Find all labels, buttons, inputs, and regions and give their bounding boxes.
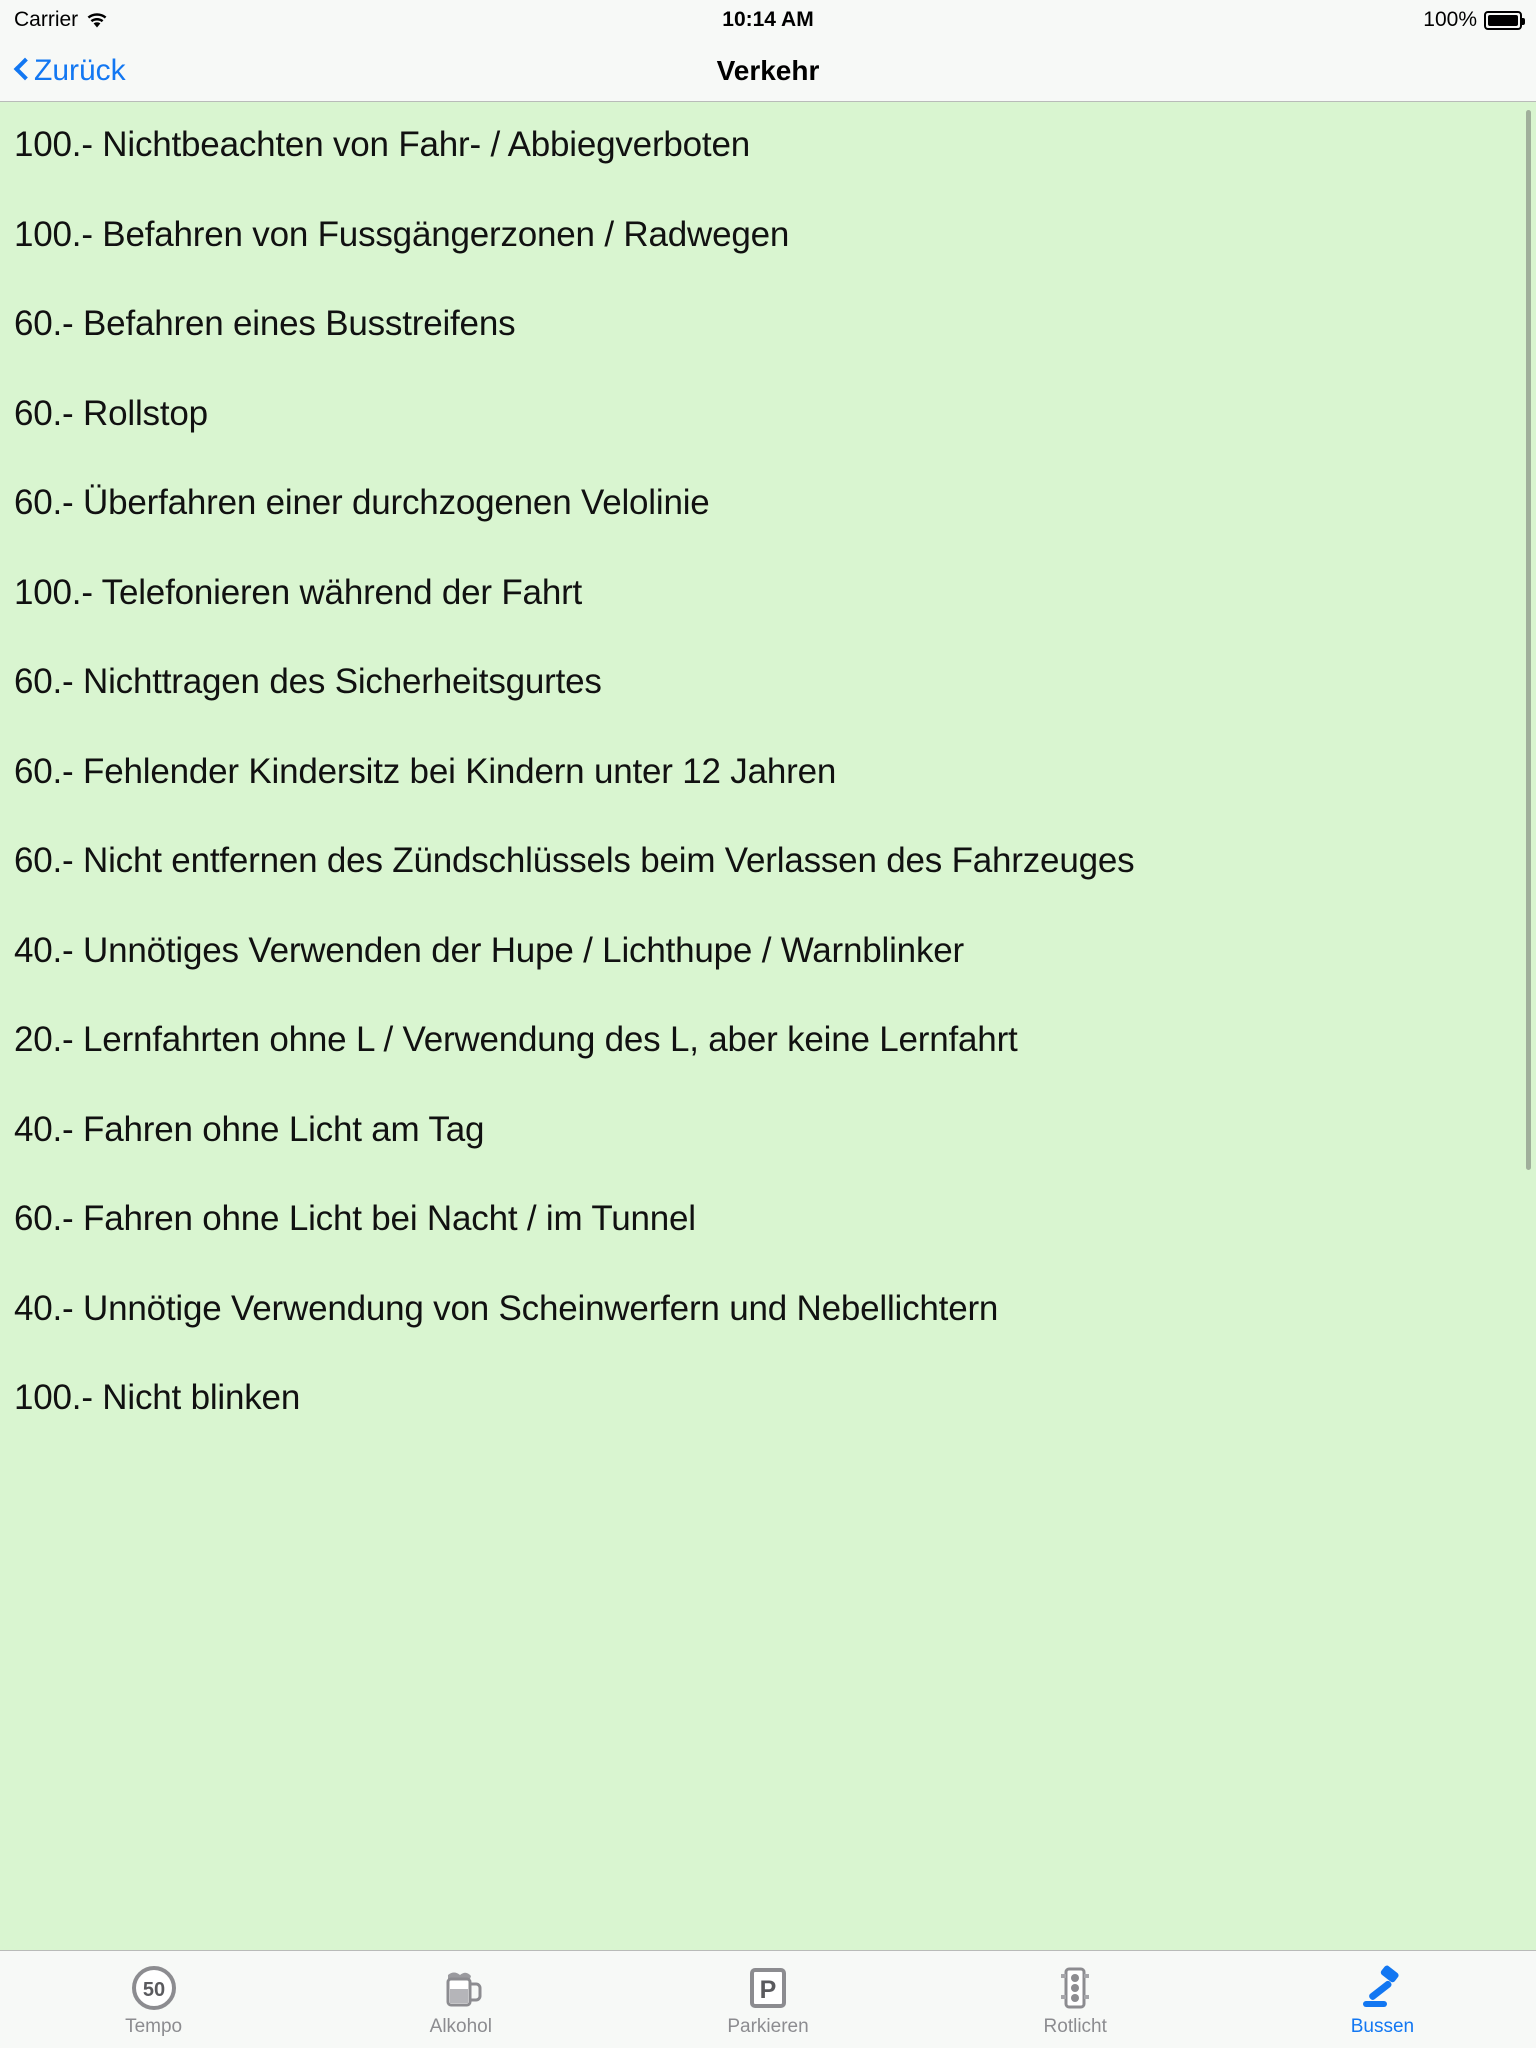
fines-list (0, 102, 1536, 1451)
carrier-label: Carrier (14, 8, 79, 31)
beer-mug-icon (438, 1963, 484, 2011)
svg-text:P: P (759, 1976, 777, 2004)
navigation-bar (0, 40, 1536, 102)
svg-text:50: 50 (142, 1979, 165, 2001)
tab-tempo[interactable] (0, 1951, 307, 2048)
tab-bar (0, 1950, 1536, 2048)
list-item[interactable]: 60.- Rollstop (14, 393, 208, 433)
list-item[interactable]: 20.- Lernfahrten ohne L / Verwendung des L, aber keine Lernfahrt (14, 1020, 1018, 1059)
status-bar (0, 0, 1536, 40)
battery-percent-label: 100% (1423, 8, 1477, 31)
tab-label: Parkieren (727, 2016, 809, 2037)
tab-label: Rotlicht (1043, 2016, 1107, 2037)
tab-label: Tempo (125, 2016, 183, 2037)
tab-label: Alkohol (429, 2016, 492, 2037)
status-bar-time: 10:14 AM (722, 8, 814, 31)
list-item[interactable]: 100.- Nicht blinken (14, 1378, 301, 1417)
list-item[interactable]: 100.- Telefonieren während der Fahrt (14, 572, 583, 612)
list-item[interactable]: 60.- Fehlender Kindersitz bei Kindern unter 12 Jahren (14, 751, 837, 791)
list-item[interactable]: 60.- Nichttragen des Sicherheitsgurtes (14, 662, 602, 701)
tab-label: Bussen (1350, 2016, 1415, 2037)
fines-list-container[interactable] (0, 102, 1536, 1950)
gavel-icon (1359, 1963, 1405, 2011)
speed-limit-sign-icon (131, 1963, 177, 2011)
battery-fill (1488, 15, 1518, 26)
list-item[interactable]: 100.- Nichtbeachten von Fahr- / Abbiegverboten (14, 125, 750, 164)
traffic-light-icon (1052, 1963, 1098, 2011)
list-item[interactable]: 40.- Unnötige Verwendung von Scheinwerfern und Nebellichtern (14, 1288, 999, 1328)
tab-bussen[interactable] (1229, 1951, 1536, 2048)
page-title: Verkehr (716, 54, 820, 86)
list-item[interactable]: 60.- Überfahren einer durchzogenen Velolinie (14, 483, 710, 522)
tab-parkieren[interactable] (614, 1951, 921, 2048)
tab-rotlicht[interactable] (922, 1951, 1229, 2048)
list-item[interactable]: 60.- Befahren eines Busstreifens (14, 304, 516, 343)
tab-alkohol[interactable] (307, 1951, 614, 2048)
list-item[interactable]: 40.- Unnötiges Verwenden der Hupe / Lichthupe / Warnblinker (14, 930, 964, 970)
list-item[interactable]: 60.- Fahren ohne Licht bei Nacht / im Tunnel (14, 1199, 696, 1238)
list-item[interactable]: 40.- Fahren ohne Licht am Tag (14, 1109, 485, 1149)
list-item[interactable]: 100.- Befahren von Fussgängerzonen / Radwegen (14, 214, 790, 254)
vertical-scrollbar[interactable] (1526, 110, 1531, 1170)
parking-sign-icon (745, 1963, 791, 2011)
back-button-label: Zurück (34, 53, 126, 87)
status-bar-right (1423, 8, 1522, 32)
battery-icon (1484, 11, 1522, 30)
list-item[interactable]: 60.- Nicht entfernen des Zündschlüssels beim Verlassen des Fahrzeuges (14, 841, 1135, 880)
